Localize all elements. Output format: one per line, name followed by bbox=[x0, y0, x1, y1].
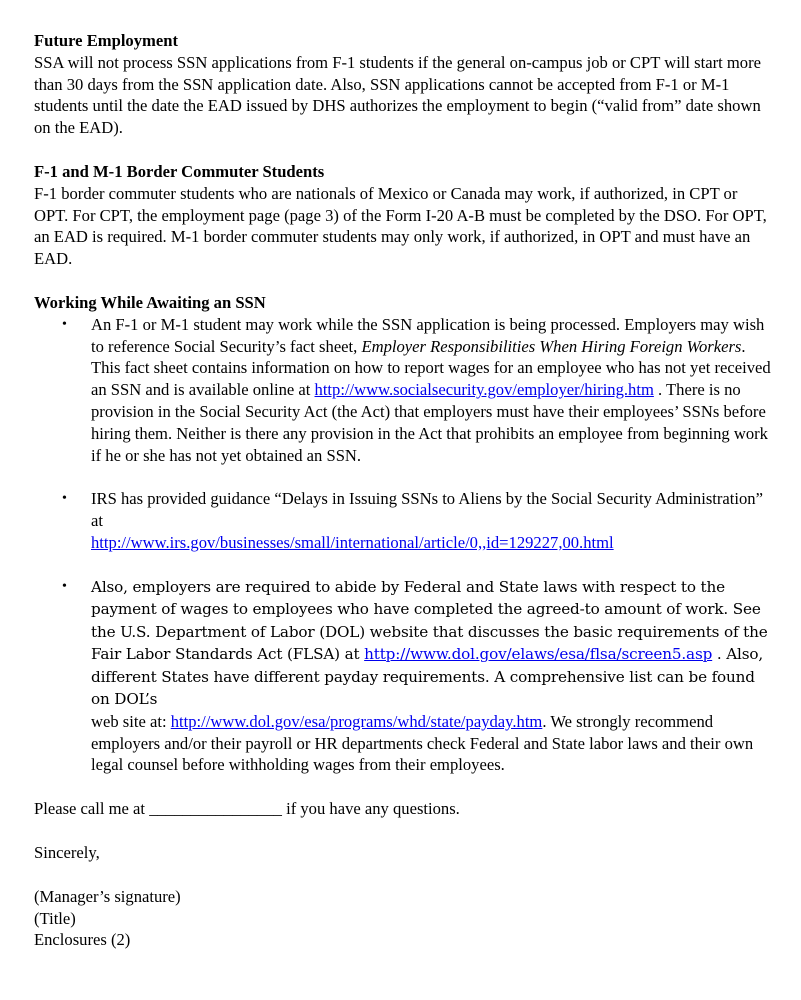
bullet-text: An F-1 or M-1 student may work while the SSN application is being processed. Employers may wish to reference Social Security’s fact sheet, bbox=[91, 314, 765, 356]
section-future-employment bbox=[34, 30, 774, 139]
bullet-list bbox=[34, 314, 774, 776]
list-item bbox=[34, 576, 774, 776]
dol-flsa-link[interactable]: http://www.dol.gov/elaws/esa/flsa/screen5.asp bbox=[364, 645, 713, 664]
bullet-icon: • bbox=[62, 578, 67, 594]
call-text: if you have any questions. bbox=[281, 799, 460, 819]
bullet-text: web site at: bbox=[91, 711, 171, 731]
closing bbox=[34, 798, 774, 951]
list-item bbox=[34, 488, 774, 553]
bullet-icon: • bbox=[62, 491, 67, 507]
fact-sheet-title: Employer Responsibilities When Hiring Foreign Workers bbox=[361, 336, 742, 356]
bullet-text: . Also, different States have different payday requirements. A comprehensive list can be found on DOL’s bbox=[91, 645, 764, 709]
ssa-hiring-link[interactable]: http://www.socialsecurity.gov/employer/hiring.htm bbox=[314, 380, 654, 400]
section-border-commuter bbox=[34, 161, 774, 270]
bullet-text: . We strongly recommend employers and/or their payroll or HR departments check Federal and State labor laws and their own legal counsel before withholding wages from their employees. bbox=[91, 711, 754, 775]
section-awaiting-ssn bbox=[34, 292, 774, 776]
call-text: Please call me at bbox=[34, 799, 150, 819]
dol-payday-link[interactable]: http://www.dol.gov/esa/programs/whd/state/payday.htm bbox=[170, 711, 543, 731]
section-body: F-1 border commuter students who are nationals of Mexico or Canada may work, if authorized, in CPT or OPT. For CPT, the employment page (page 3) of the Form I-20 A-B must be completed by the DSO. For OPT, an EAD is required. M-1 border commuter students may only work, if authorized, in OPT and must have an EAD. bbox=[34, 183, 767, 269]
bullet-text: . There is no provision in the Social Security Act (the Act) that employers must have their employees’ SSNs before hiring them. Neither is there any provision in the Act that prohibits an employee from beginning work if he or she has not yet obtained an SSN. bbox=[91, 380, 768, 465]
enclosures: Enclosures (2) bbox=[34, 930, 131, 950]
letter-page bbox=[34, 30, 774, 951]
signer-title: (Title) bbox=[34, 908, 76, 928]
section-body: SSA will not process SSN applications from F-1 students if the general on-campus job or CPT will start more than 30 days from the SSN application date. Also, SSN applications cannot be accepted from F-1 or M-1 students until the date the EAD issued by DHS authorizes the employment to begin (“valid from” date shown on the EAD). bbox=[34, 52, 761, 138]
section-heading: F-1 and M-1 Border Commuter Students bbox=[34, 161, 325, 181]
section-heading: Working While Awaiting an SSN bbox=[34, 292, 266, 312]
call-line bbox=[34, 798, 774, 820]
bullet-text: Also, employers are required to abide by Federal and State laws with respect to the payment of wages to employees who have completed the agreed-to amount of work. See the U.S. Department of Labor (DOL) website that discusses the basic requirements of the Fair Labor Standards Act (FLSA) at bbox=[91, 577, 768, 664]
bullet-text: . This fact sheet contains information on how to report wages for an employee who has not yet received an SSN and is available online at bbox=[91, 336, 771, 400]
sincerely: Sincerely, bbox=[34, 842, 100, 862]
section-heading: Future Employment bbox=[34, 31, 178, 50]
list-item bbox=[34, 314, 774, 467]
irs-guidance-link[interactable]: http://www.irs.gov/businesses/small/international/article/0,,id=129227,00.html bbox=[91, 532, 614, 552]
signature: (Manager’s signature) bbox=[34, 886, 181, 906]
bullet-text: IRS has provided guidance “Delays in Issuing SSNs to Aliens by the Social Security Administration” at bbox=[91, 489, 763, 531]
phone-blank: ________________ bbox=[149, 799, 282, 819]
bullet-icon: • bbox=[62, 316, 67, 332]
